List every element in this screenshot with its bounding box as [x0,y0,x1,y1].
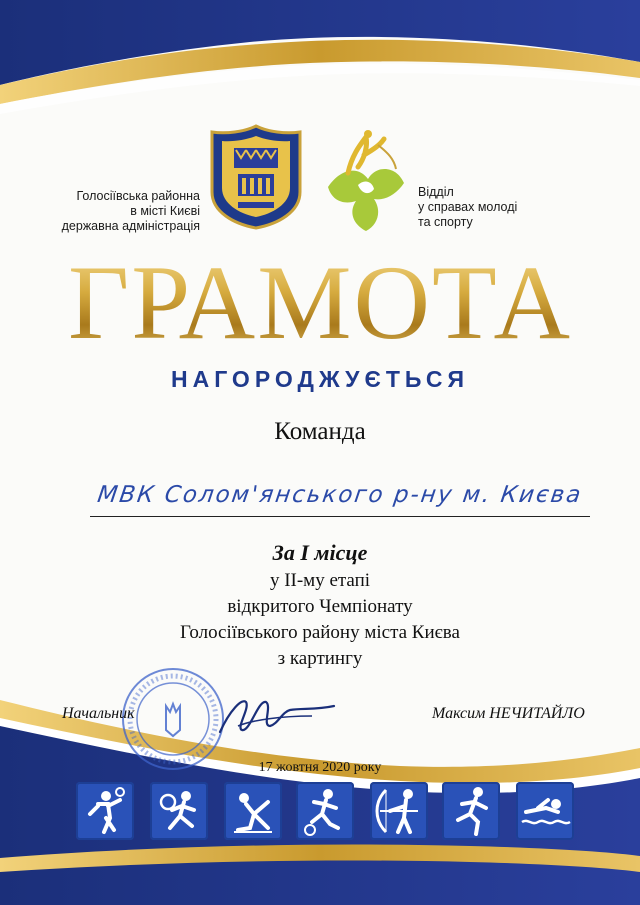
detail-line-2: відкритого Чемпіонату [227,596,413,617]
district-coat-of-arms [208,122,304,230]
certificate-title: ГРАМОТА [0,248,640,358]
running-icon [442,782,500,840]
detail-line-3: Голосіївського району міста Києва [180,622,460,643]
football-icon [296,782,354,840]
ball-sport-icon [150,782,208,840]
district-administration-name [60,189,200,234]
wrestling-icon [224,782,282,840]
place-text: За І місце [272,540,368,565]
team-name-handwritten: МВК Солом'янського р-ну м. Києва [95,482,585,508]
youth-department-name [418,185,538,230]
team-label: Команда [274,418,366,445]
district-line-1: Голосіївська районна [76,189,200,203]
signature-name: Максим НЕЧИТАЙЛО [432,705,585,722]
signature-handwritten [212,680,342,750]
team-name-underline [90,516,590,517]
district-line-3: державна адміністрація [61,219,200,233]
detail-line-4: з картингу [277,648,363,669]
volleyball-icon [76,782,134,840]
department-line-1: Відділ [418,185,454,199]
district-line-2: в місті Києві [130,204,200,218]
detail-line-1: у ІІ-му етапі [269,570,371,591]
awarded-heading: НАГОРОДЖУЄТЬСЯ [170,366,470,392]
department-line-2: у справах молоді [418,200,518,214]
issue-date: 17 жовтня 2020 року [258,760,382,775]
youth-sport-logo [318,125,410,233]
archery-icon [370,782,428,840]
swimming-icon [516,782,574,840]
department-line-3: та спорту [418,215,473,229]
signature-title: Начальник [62,705,135,722]
